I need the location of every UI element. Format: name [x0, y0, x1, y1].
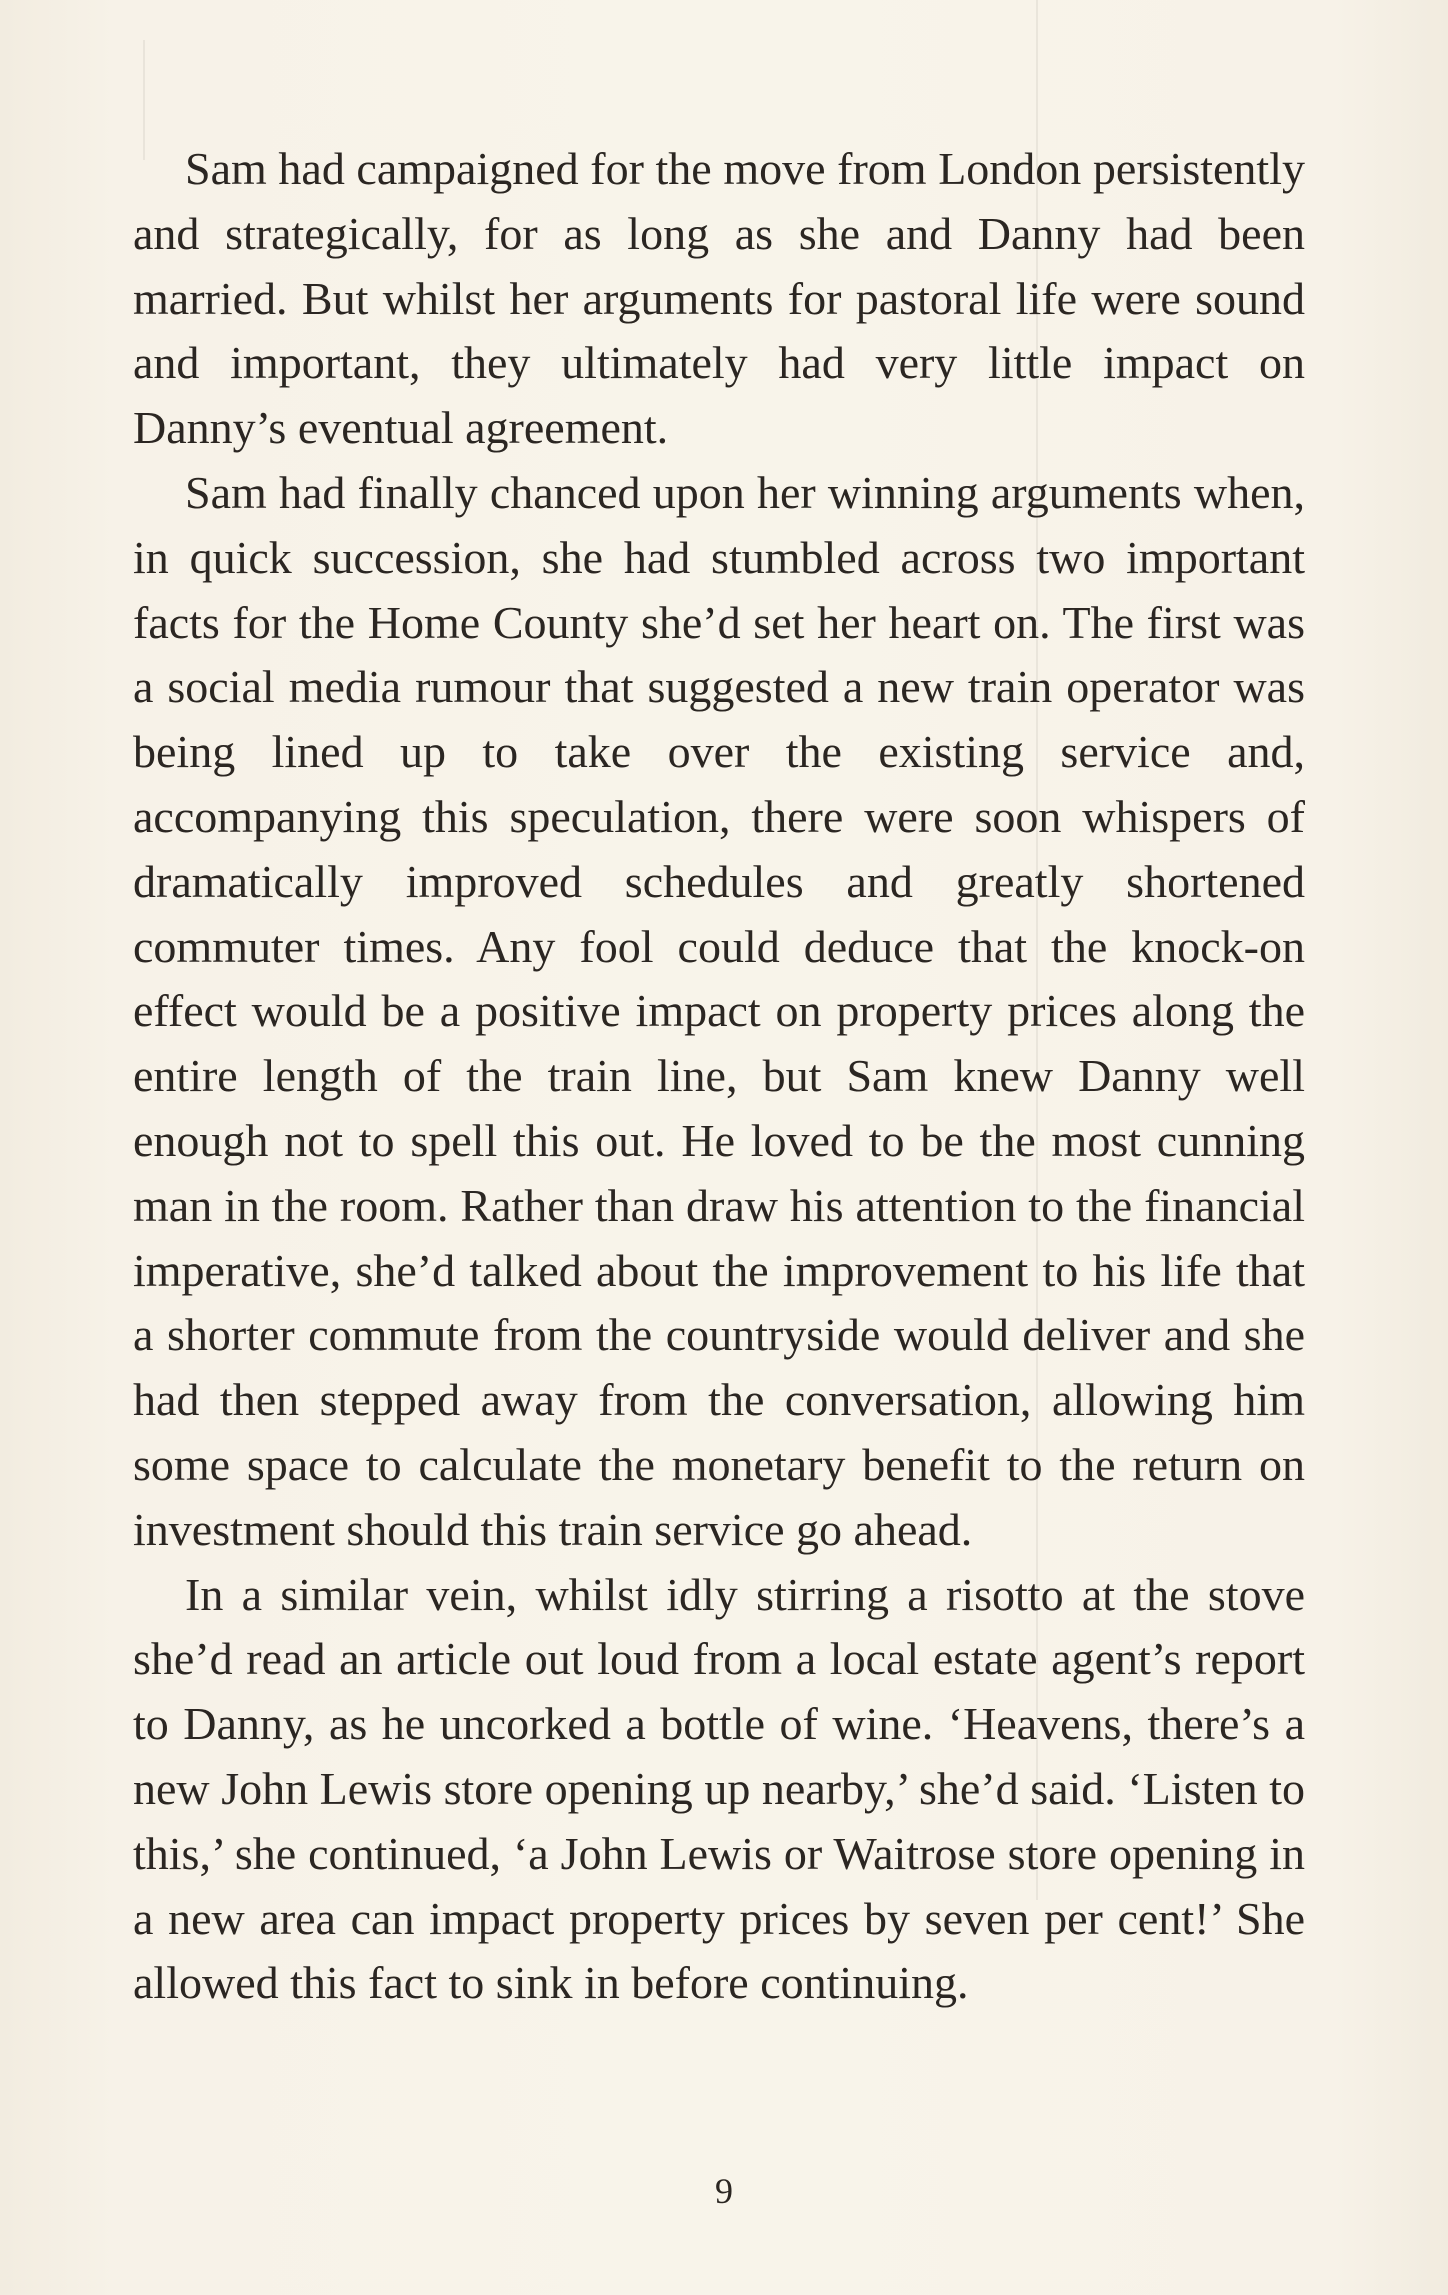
- paragraph: Sam had finally chanced upon her winning arguments when, in quick succession, she had stumbled across two important facts for the Home County she’d set her heart on. The first was a social media rumour that suggested a new train operator was being lined up to take over the existing service and, accompanying this speculation, there were soon whispers of dramatically improved schedules and greatly shortened commuter times. Any fool could deduce that the knock-on effect would be a positive impact on property prices along the entire length of the train line, but Sam knew Danny well enough not to spell this out. He loved to be the most cunning man in the room. Rather than draw his attention to the financial imperative, she’d talked about the improvement to his life that a shorter commute from the countryside would deliver and she had then stepped away from the conversation, allowing him some space to calculate the monetary benefit to the return on investment should this train service go ahead.: [133, 466, 1305, 1555]
- paragraph: In a similar vein, whilst idly stirring a risotto at the stove she’d read an article out loud from a local estate agent’s report to Danny, as he uncorked a bottle of wine. ‘Heavens, there’s a new John Lewis store opening up nearby,’ she’d said. ‘Listen to this,’ she continued, ‘a John Lewis or Waitrose store opening in a new area can impact property prices by seven per cent!’ She allowed this fact to sink in before continuing.: [133, 1568, 1305, 2009]
- paragraph: Sam had campaigned for the move from London persistently and strategically, for as long as she and Danny had been married. But whilst her arguments for pastoral life were sound and important, they ultimately had very little impact on Danny’s eventual agreement.: [133, 143, 1305, 454]
- body-text: [133, 137, 1305, 2016]
- page-number: 9: [715, 2171, 733, 2211]
